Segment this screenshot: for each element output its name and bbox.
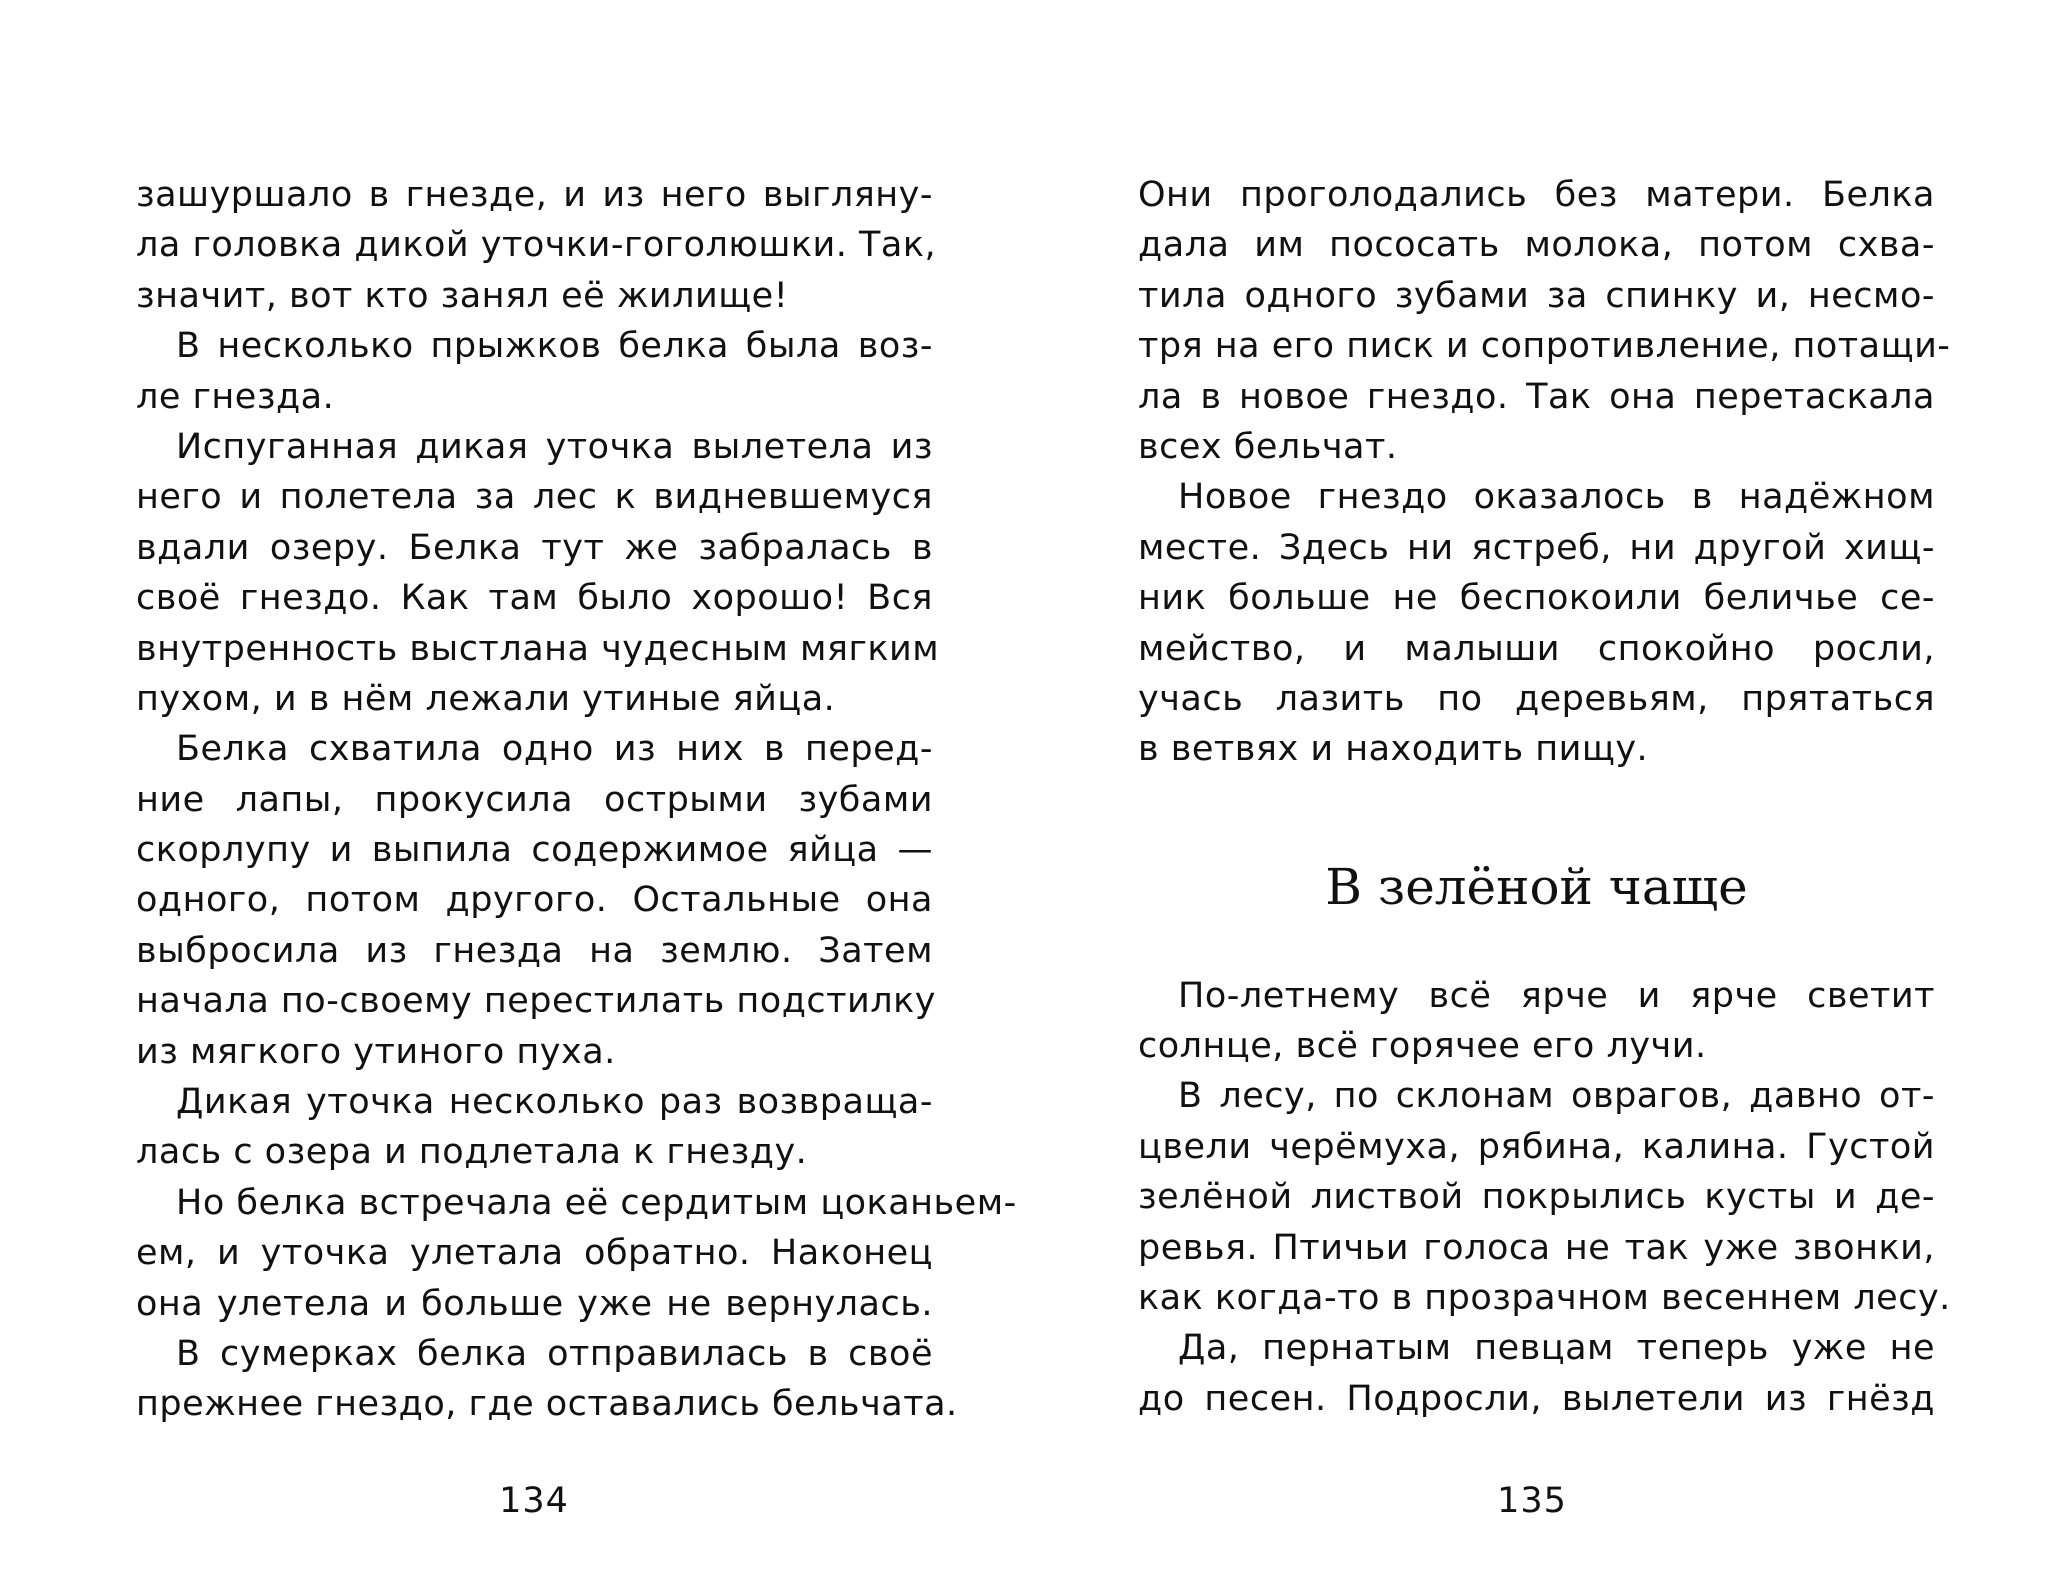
text-line: в ветвях и находить пищу. [1138,729,1649,770]
text-line: тря на его писк и сопротивление, потащи- [1138,326,1951,367]
text-line: как когда-то в прозрачном весеннем лесу. [1138,1278,1951,1319]
text-line: цвели черёмуха, рябина, калина. Густой [1138,1126,1935,1167]
text-line: одного, потом другого. Остальные она [136,880,933,921]
text-line: ние лапы, прокусила острыми зубами [136,779,933,820]
text-line: По-летнему всё ярче и ярче светит [1178,975,1935,1016]
text-line: Дикая уточка несколько раз возвраща- [176,1082,933,1123]
text-line: Новое гнездо оказалось в надёжном [1178,477,1935,518]
text-line: всех бельчат. [1138,426,1398,467]
text-line: прежнее гнездо, где оставались бельчата. [136,1384,958,1425]
text-line: она улетела и больше уже не вернулась. [136,1283,933,1324]
text-line: ем, и уточка улетала обратно. Наконец [136,1233,933,1274]
text-line: Испуганная дикая уточка вылетела из [176,426,933,467]
text-line: В несколько прыжков белка была воз- [176,326,933,367]
text-line: скорлупу и выпила содержимое яйца — [136,830,933,871]
text-line: солнце, всё горячее его лучи. [1138,1026,1707,1067]
text-line: из мягкого утиного пуха. [136,1031,616,1072]
text-line: дала им пососать молока, потом схва- [1138,225,1935,266]
text-line: зашуршало в гнезде, и из него выгляну- [136,175,933,215]
text-line: ле гнезда. [136,376,335,417]
left-page [136,170,1017,1430]
text-line: Они проголодались без матери. Белка [1138,175,1935,215]
text-line: Но белка встречала её сердитым цоканьем- [176,1182,1017,1223]
right-page [1138,170,1951,1424]
text-line: вдали озеру. Белка тут же забралась в [136,527,933,568]
text-line: Да, пернатым певцам теперь уже не [1178,1328,1935,1369]
text-line: ник больше не беспокоили беличье се- [1138,578,1935,619]
text-line: ла в новое гнездо. Так она перетаскала [1138,376,1935,417]
text-line: мейство, и малыши спокойно росли, [1138,628,1935,669]
text-line: месте. Здесь ни ястреб, ни другой хищ- [1138,527,1935,568]
page-number-right: 135 [1497,1481,1567,1521]
text-line: внутренность выстлана чудесным мягким [136,628,940,669]
text-line: учась лазить по деревьям, прятаться [1138,678,1935,719]
text-line: своё гнездо. Как там было хорошо! Вся [136,578,933,619]
text-line: Белка схватила одно из них в перед- [176,729,933,770]
text-line: ревья. Птичьи голоса не так уже звонки, [1138,1227,1935,1268]
text-line: В лесу, по склонам оврагов, давно от- [1178,1076,1935,1117]
text-line: выбросила из гнезда на землю. Затем [136,930,933,971]
text-line: зелёной листвой покрылись кусты и де- [1138,1177,1935,1218]
page-number-left: 134 [499,1481,569,1521]
text-line: ла головка дикой уточки-гоголюшки. Так, [136,225,937,266]
text-line: лась с озера и подлетала к гнезду. [136,1132,808,1173]
text-line: начала по-своему перестилать подстилку [136,981,936,1022]
text-line: тила одного зубами за спинку и, несмо- [1138,275,1935,316]
text-line: до песен. Подросли, вылетели из гнёзд [1138,1378,1935,1419]
chapter-heading: В зелёной чаще [1325,857,1748,916]
text-line: В сумерках белка отправилась в своё [176,1333,933,1374]
text-line: него и полетела за лес к видневшемуся [136,477,933,518]
text-line: значит, вот кто занял её жилище! [136,275,789,316]
text-line: пухом, и в нём лежали утиные яйца. [136,678,836,719]
